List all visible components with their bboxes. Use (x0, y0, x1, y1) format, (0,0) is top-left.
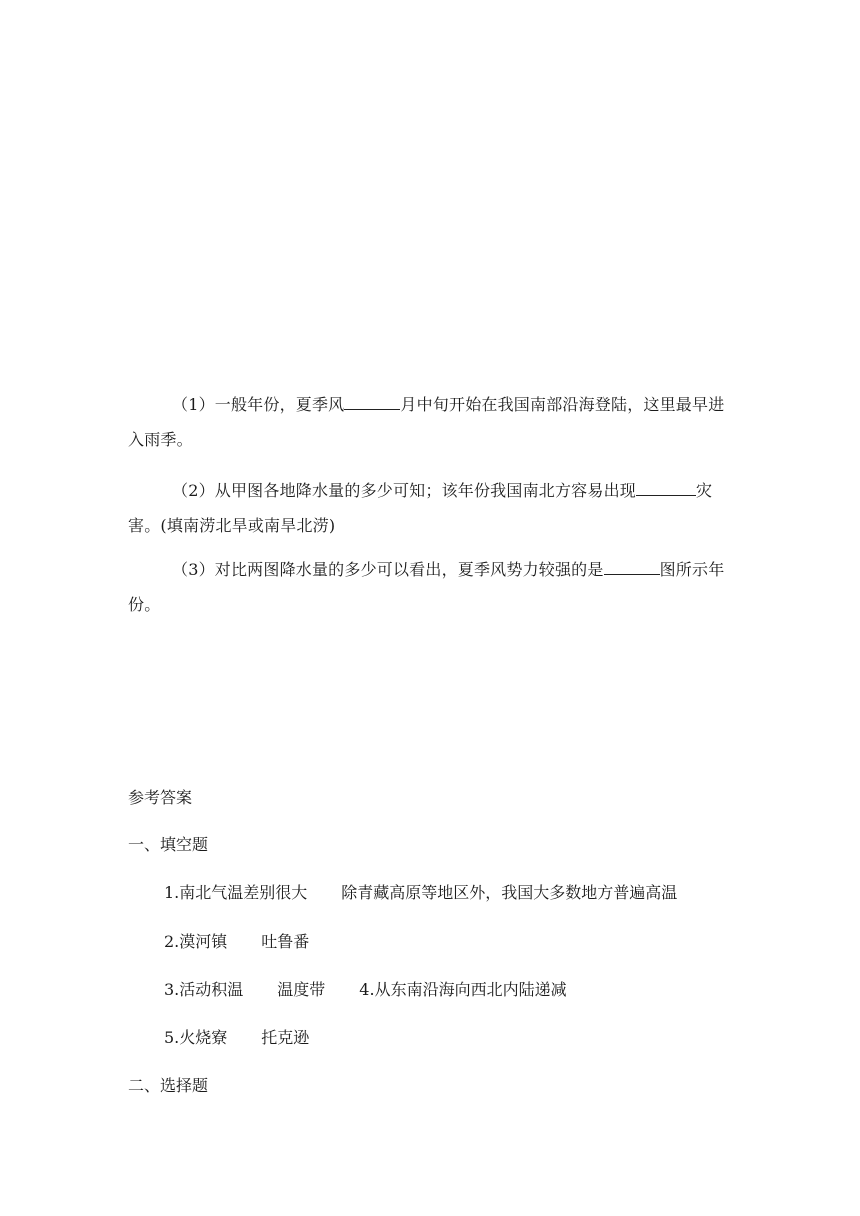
question-1-text-b: 月中旬开始在我国南部沿海登陆，这里最早进入雨季。 (128, 395, 725, 449)
answer-1b: 除青藏高原等地区外，我国大多数地方普遍高温 (341, 883, 678, 902)
answer-5a: 5.火烧寮 (164, 1028, 228, 1047)
answer-5b: 托克逊 (261, 1028, 310, 1047)
question-3-text-a: （3）对比两图降水量的多少可以看出，夏季风势力较强的是 (172, 560, 604, 579)
answer-line-3 (164, 977, 567, 1000)
question-2-text-b: 灾害。(填南涝北旱或南旱北涝) (128, 481, 713, 535)
answer-3b: 温度带 (277, 980, 326, 999)
answer-3a: 3.活动积温 (164, 980, 244, 999)
section-multiple-choice: 二、选择题 (128, 1076, 209, 1095)
answer-2a: 2.漠河镇 (164, 932, 228, 951)
question-2-text-a: （2）从甲图各地降水量的多少可知；该年份我国南北方容易出现 (172, 481, 636, 500)
question-1 (128, 387, 732, 457)
answers-title: 参考答案 (128, 788, 193, 807)
answer-blank-2 (636, 481, 696, 496)
answer-line-4 (164, 1025, 309, 1048)
answer-blank-1 (344, 395, 400, 410)
answer-1a: 1.南北气温差别很大 (164, 883, 308, 902)
answer-blank-3 (604, 560, 660, 575)
answer-line-1 (164, 880, 677, 903)
question-3-text-b: 图所示年份。 (128, 560, 725, 614)
question-1-text-a: （1）一般年份，夏季风 (172, 395, 345, 414)
question-3 (128, 552, 732, 622)
answer-line-2 (164, 929, 309, 952)
answer-4: 4.从东南沿海向西北内陆递减 (359, 980, 567, 999)
section-fill-in: 一、填空题 (128, 835, 209, 854)
question-2 (128, 473, 732, 543)
answer-2b: 吐鲁番 (261, 932, 310, 951)
